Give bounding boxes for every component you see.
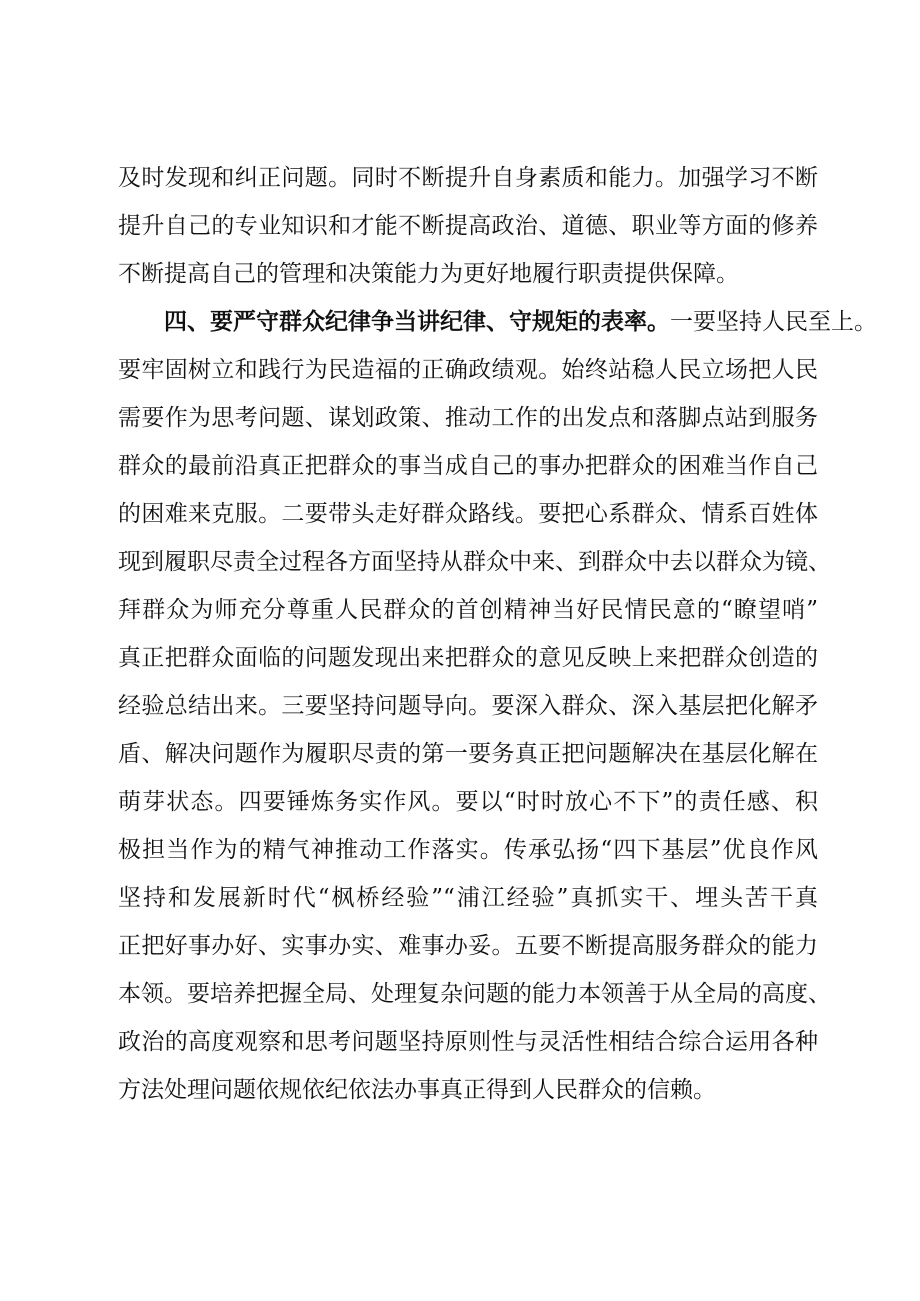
body-text-line: 极担当作为的精气神推动工作落实。传承弘扬“四下基层”优良作风 [118, 837, 818, 863]
body-text-line: 政治的高度观察和思考问题坚持原则性与灵活性相结合综合运用各种 [118, 1029, 818, 1055]
body-text-line: 提升自己的专业知识和才能不断提高政治、道德、职业等方面的修养 [118, 213, 818, 239]
section-first-line [164, 300, 877, 344]
body-text-line: 的困难来克服。二要带头走好群众路线。要把心系群众、情系百姓体 [118, 501, 818, 527]
section-heading: 四、要严守群众纪律争当讲纪律、守规矩的表率。 [164, 309, 670, 335]
body-text-line: 真正把群众面临的问题发现出来把群众的意见反映上来把群众创造的 [118, 645, 818, 671]
body-text-line: 本领。要培养把握全局、处理复杂问题的能力本领善于从全局的高度、 [118, 981, 831, 1007]
body-text-line: 要牢固树立和践行为民造福的正确政绩观。始终站稳人民立场把人民 [118, 357, 818, 383]
body-text-line: 方法处理问题依规依纪依法办事真正得到人民群众的信赖。 [118, 1077, 716, 1103]
body-text-line: 萌芽状态。四要锤炼务实作风。要以“时时放心不下”的责任感、积 [118, 789, 818, 815]
body-text-line: 坚持和发展新时代“枫桥经验”“浦江经验”真抓实干、埋头苦干真 [118, 885, 818, 911]
body-text-line: 盾、解决问题作为履职尽责的第一要务真正把问题解决在基层化解在 [118, 741, 818, 767]
body-text-line: 正把好事办好、实事办实、难事办妥。五要不断提高服务群众的能力 [118, 933, 818, 959]
body-text-line: 及时发现和纠正问题。同时不断提升自身素质和能力。加强学习不断 [118, 165, 818, 191]
body-text-line: 需要作为思考问题、谋划政策、推动工作的出发点和落脚点站到服务 [118, 405, 818, 431]
body-text-line: 经验总结出来。三要坚持问题导向。要深入群众、深入基层把化解矛 [118, 693, 818, 719]
section-first-line-text: 一要坚持人民至上。 [670, 309, 877, 335]
body-text-line: 群众的最前沿真正把群众的事当成自己的事办把群众的困难当作自己 [118, 453, 818, 479]
body-text-line: 现到履职尽责全过程各方面坚持从群众中来、到群众中去以群众为镜、 [118, 549, 831, 575]
body-text-line: 不断提高自己的管理和决策能力为更好地履行职责提供保障。 [118, 261, 739, 287]
body-text-line: 拜群众为师充分尊重人民群众的首创精神当好民情民意的“瞭望哨” [118, 597, 818, 623]
